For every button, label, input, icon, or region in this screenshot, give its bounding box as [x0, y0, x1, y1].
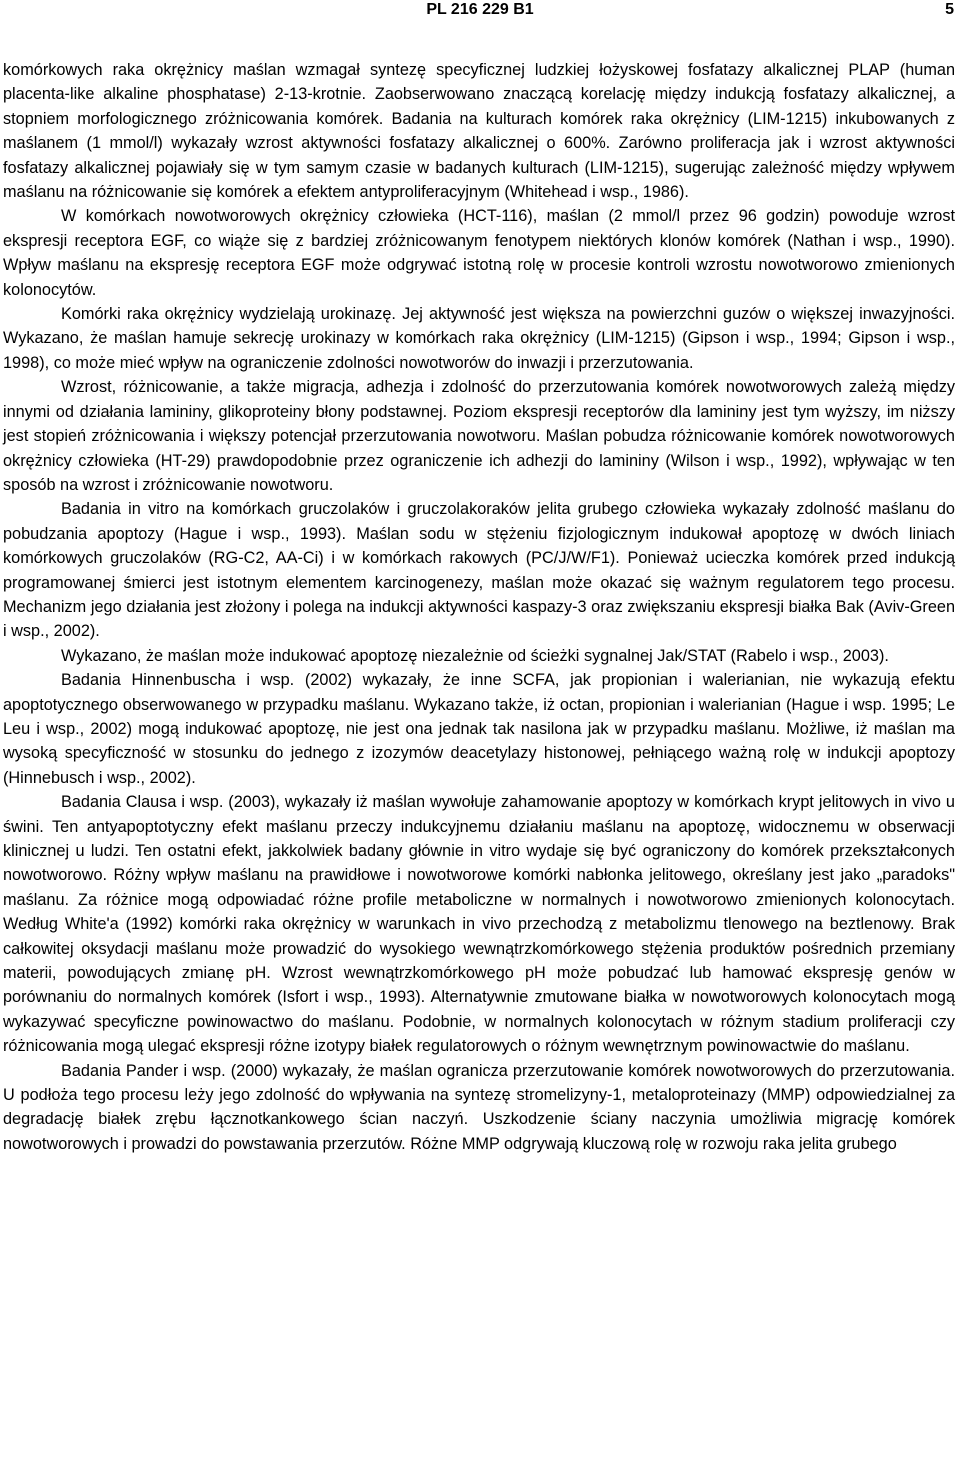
paragraph: Badania Clausa i wsp. (2003), wykazały iż maślan wywołuje zahamowanie apoptozy w komórkach krypt jelitowych in vivo u świni. Ten antyapoptotyczny efekt maślanu przeczy indukcyjnemu działaniu maślanu na apoptozę, widocznemu w obserwacji klinicznej u ludzi. Ten ostatni efekt, jakkolwiek badany głównie in vitro wydaje się być ograniczony do komórek przekształconych nowotworowo. Różny wpływ maślanu na prawidłowe i nowotworowe komórki nabłonka jelitowego, określany jest jako „paradoks" maślanu. Za różnice mogą odpowiadać różne profile metaboliczne w normalnych i nowotworowo zmienionych kolonocytach. Według White'a (1992) komórki raka okrężnicy w warunkach in vivo przechodzą z metabolizmu tlenowego na beztlenowy. Brak całkowitej oksydacji maślanu może prowadzić do wysokiego wewnątrzkomórkowego stężenia produktów pośrednich przemiany materii, powodujących zmianę pH. Wzrost wewnątrzkomórkowego pH może pobudzać lub hamować ekspresję genów w porównaniu do normalnych komórek (Isfort i wsp., 1993). Alternatywnie zmutowane białka w nowotworowych kolonocytach mogą wykazywać specyficzne powinowactwo do maślanu. Podobnie, w normalnych kolonocytach w różnym stadium proliferacji czy różnicowania mogą ulegać ekspresji różne izotypy białek regulatorowych o różnym wewnętrznym powinowactwie do maślanu.	[3, 793, 955, 1056]
patent-number: PL 216 229 B1	[426, 1, 534, 18]
page-number: 5	[945, 1, 954, 18]
paragraph: Wzrost, różnicowanie, a także migracja, adhezja i zdolność do przerzutowania komórek nowotworowych zależą między innymi od działania lamininy, glikoproteiny błony podstawnej. Poziom ekspresji receptorów dla lamininy jest tym wyższy, im niższy jest stopień zróżnicowania i większy potencjał przerzutowania nowotworu. Maślan pobudza różnicowanie komórek nowotworowych okrężnicy człowieka (HT-29) prawdopodobnie przez ograniczenie ich adhezji do lamininy (Wilson i wsp., 1992), wpływając w ten sposób na wzrost i zróżnicowanie nowotworu.	[3, 378, 955, 494]
paragraph: Wykazano, że maślan może indukować apoptozę niezależnie od ścieżki sygnalnej Jak/STAT (Rabelo i wsp., 2003).	[61, 646, 889, 665]
paragraph: Komórki raka okrężnicy wydzielają urokinazę. Jej aktywność jest większa na powierzchni guzów o większej inwazyjności. Wykazano, że maślan hamuje sekrecję urokinazy w komórkach raka okrężnicy (LIM-1215) (Gipson i wsp., 1994; Gipson i wsp., 1998), co może mieć wpływ na ograniczenie zdolności nowotworów do inwazji i przerzutowania.	[3, 305, 955, 372]
paragraph: Badania Hinnenbuscha i wsp. (2002) wykazały, że inne SCFA, jak propionian i walerianian, nie wykazują efektu apoptotycznego obserwowanego w przypadku maślanu. Wykazano także, iż octan, propionian i walerianian (Hague i wsp. 1995; Le Leu i wsp., 2002) mogą indukować apoptozę, nie jest ona jednak tak nasilona jak w przypadku maślanu. Możliwe, iż maślan ma wysoką specyficzność w stosunku do jednego z izozymów deacetylazy histonowej, pełniącego ważną rolę w indukcji apoptozy (Hinnebusch i wsp., 2002).	[3, 671, 955, 787]
page-header	[0, 0, 960, 20]
paragraph: W komórkach nowotworowych okrężnicy człowieka (HCT-116), maślan (2 mmol/l przez 96 godzin) powoduje wzrost ekspresji receptora EGF, co wiąże się z bardziej zróżnicowanym fenotypem niektórych klonów komórek (Nathan i wsp., 1990). Wpływ maślanu na ekspresję receptora EGF może odgrywać istotną rolę w procesie kontroli wzrostu nowotworowo zmienionych kolonocytów.	[3, 207, 955, 299]
paragraph: Badania Pander i wsp. (2000) wykazały, że maślan ogranicza przerzutowanie komórek nowotworowych do przerzutowania. U podłoża tego procesu leży jego zdolność do wpływania na syntezę stromelizyny-1, metaloproteinazy (MMP) odpowiedzialnej za degradację białek zrębu łącznotkankowego ścian naczyń. Uszkodzenie ściany naczynia umożliwia migrację komórek nowotworowych i prowadzi do powstawania przerzutów. Różne MMP odgrywają kluczową rolę w rozwoju raka jelita grubego	[3, 1061, 955, 1153]
paragraph: Badania in vitro na komórkach gruczolaków i gruczolakoraków jelita grubego człowieka wykazały zdolność maślanu do pobudzania apoptozy (Hague i wsp., 1993). Maślan sodu w stężeniu fizjologicznym indukował apoptozę w dwóch liniach komórkowych gruczolaków (RG-C2, AA-Ci) i w komórkach rakowych (PC/J/W/F1). Ponieważ ucieczka komórek przed indukcją programowanej śmierci jest istotnym elementem karcinogenezy, maślan może okazać się ważnym regulatorem tego procesu. Mechanizm jego działania jest złożony i polega na indukcji aktywności kaspazy-3 oraz zwiększaniu ekspresji białka Bak (Aviv-Green i wsp., 2002).	[3, 500, 955, 641]
document-body	[3, 58, 955, 1156]
paragraph: komórkowych raka okrężnicy maślan wzmagał syntezę specyficznej ludzkiej łożyskowej fosfatazy alkalicznej PLAP (human placenta-like alkaline phosphatase) 2-13-krotnie. Zaobserwowano znaczącą korelację między indukcją fosfatazy alkalicznej, a stopniem morfologicznego zróżnicowania komórek. Badania na kulturach komórek raka okrężnicy (LIM-1215) inkubowanych z maślanem (1 mmol/l) wykazały wzrost aktywności fosfatazy alkalicznej o 600%. Zarówno proliferacja jak i wzrost aktywności fosfatazy alkalicznej pojawiały się w tym samym czasie w badanych kulturach (LIM-1215), sugerując zależność między wpływem maślanu na różnicowanie się komórek a efektem antyproliferacyjnym (Whitehead i wsp., 1986).	[3, 61, 955, 202]
